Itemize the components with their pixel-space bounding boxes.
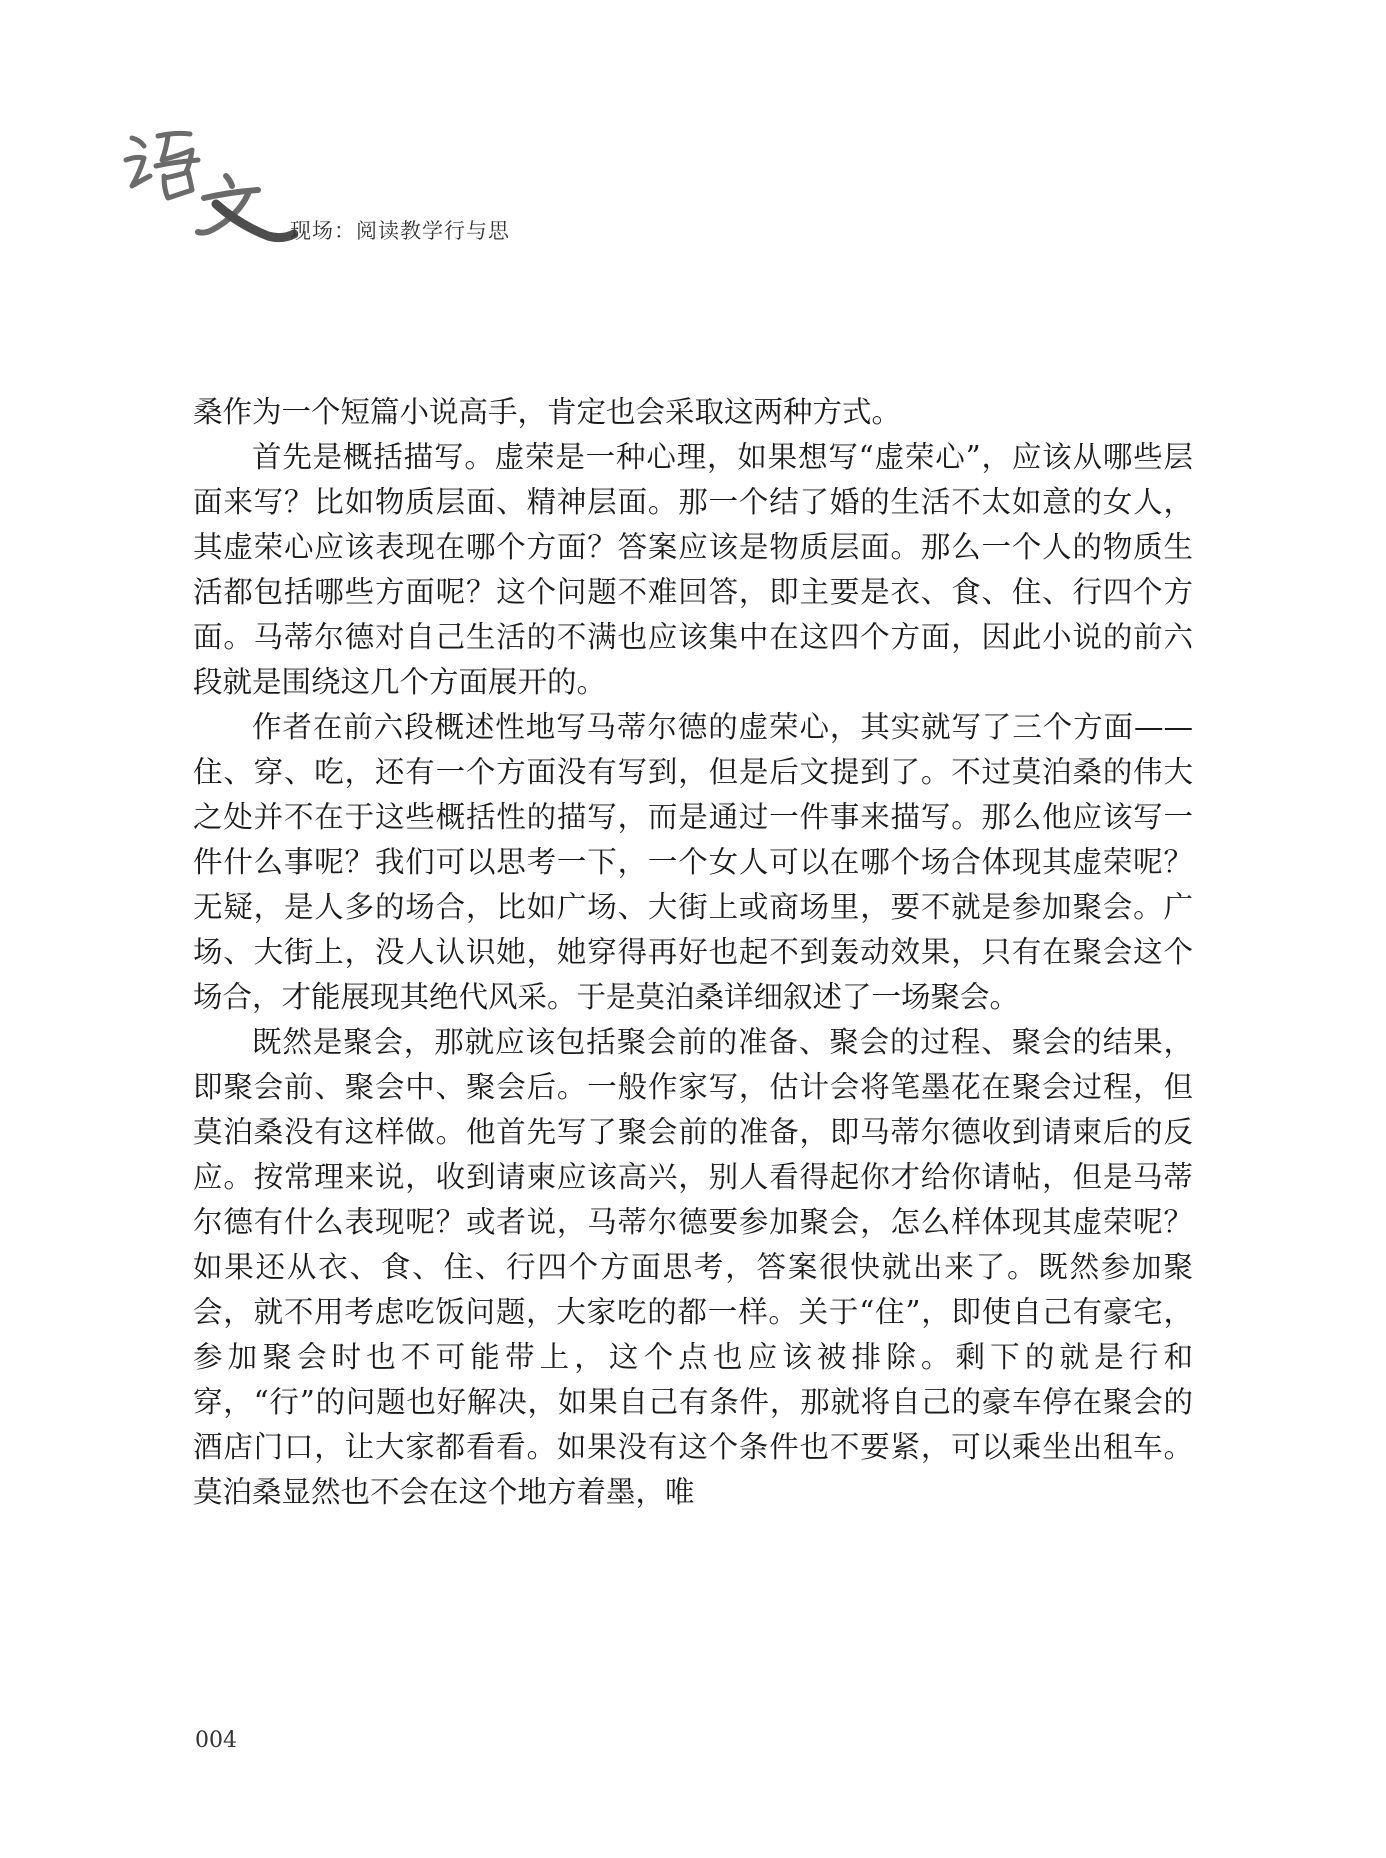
page-header: [118, 120, 638, 250]
paragraph: 首先是概括描写。虚荣是一种心理，如果想写“虚荣心”，应该从哪些层面来写？比如物质层面、精神层面。那一个结了婚的生活不太如意的女人，其虚荣心应该表现在哪个方面？答案应该是物质层面。那么一个人的物质生活都包括哪些方面呢？这个问题不难回答，即主要是衣、食、住、行四个方面。马蒂尔德对自己生活的不满也应该集中在这四个方面，因此小说的前六段就是围绕这几个方面展开的。: [193, 440, 1193, 699]
body-text: [193, 390, 1193, 1515]
paragraph: 桑作为一个短篇小说高手，肯定也会采取这两种方式。: [193, 395, 902, 429]
calligraphy-logo-icon: [118, 120, 298, 250]
book-subtitle: 现场：阅读教学行与思: [290, 219, 510, 243]
paragraph: 既然是聚会，那就应该包括聚会前的准备、聚会的过程、聚会的结果，即聚会前、聚会中、聚会后。一般作家写，估计会将笔墨花在聚会过程，但莫泊桑没有这样做。他首先写了聚会前的准备，即马蒂尔德收到请柬后的反应。按常理来说，收到请柬应该高兴，别人看得起你才给你请帖，但是马蒂尔德有什么表现呢？或者说，马蒂尔德要参加聚会，怎么样体现其虚荣呢？如果还从衣、食、住、行四个方面思考，答案很快就出来了。既然参加聚会，就不用考虑吃饭问题，大家吃的都一样。关于“住”，即使自己有豪宅，参加聚会时也不可能带上，这个点也应该被排除。剩下的就是行和穿，“行”的问题也好解决，如果自己有条件，那就将自己的豪车停在聚会的酒店门口，让大家都看看。如果没有这个条件也不要紧，可以乘坐出租车。莫泊桑显然也不会在这个地方着墨，唯: [193, 1025, 1193, 1509]
page-number: 004: [195, 1728, 237, 1753]
paragraph: 作者在前六段概述性地写马蒂尔德的虚荣心，其实就写了三个方面——住、穿、吃，还有一个方面没有写到，但是后文提到了。不过莫泊桑的伟大之处并不在于这些概括性的描写，而是通过一件事来描写。那么他应该写一件什么事呢？我们可以思考一下，一个女人可以在哪个场合体现其虚荣呢？无疑，是人多的场合，比如广场、大街上或商场里，要不就是参加聚会。广场、大街上，没人认识她，她穿得再好也起不到轰动效果，只有在聚会这个场合，才能展现其绝代风采。于是莫泊桑详细叙述了一场聚会。: [193, 710, 1193, 1014]
